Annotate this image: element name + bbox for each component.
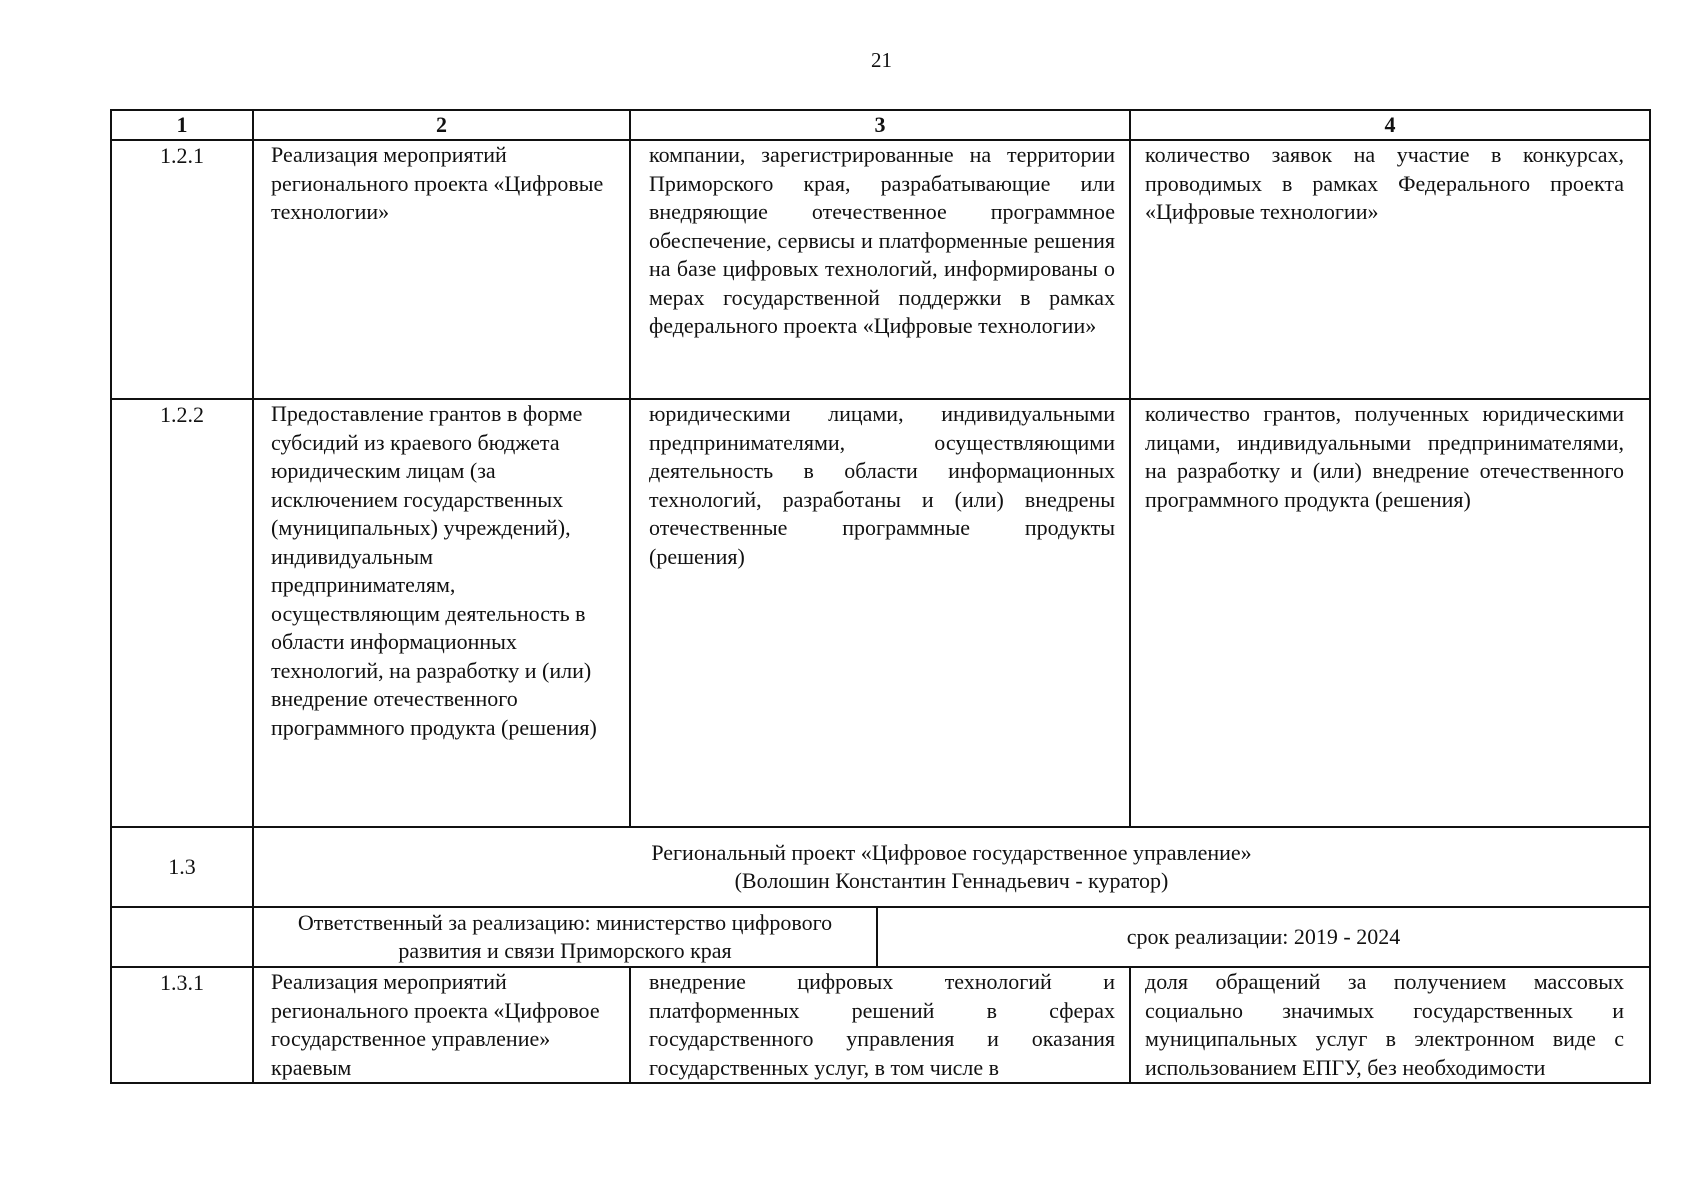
responsible-term-table: [254, 908, 1649, 966]
project-title-line1: Региональный проект «Цифровое государственное управление»: [651, 839, 1252, 865]
project-title: [253, 827, 1650, 907]
indicator-cell: доля обращений за получением массовых социально значимых государственных и муниципальных услуг в электронном виде с использованием ЕПГУ, без необходимости: [1130, 967, 1650, 1083]
responsible-row: [111, 907, 1650, 967]
row-number: 1.3.1: [111, 967, 253, 1083]
measure-cell: Предоставление грантов в форме субсидий из краевого бюджета юридическим лицам (за исключением государственных (муниципальных) учреждений), индивидуальным предпринимателям, осуществляющим деятельность в области информационных технологий, на разработку и (или) внедрение отечественного программного продукта (решения): [253, 399, 630, 827]
page-number: 21: [871, 48, 892, 72]
table-row: [111, 140, 1650, 399]
result-cell: компании, зарегистрированные на территории Приморского края, разрабатывающие или внедряющие отечественное программное обеспечение, сервисы и платформенные решения на базе цифровых технологий, информированы о мерах государственной поддержки в рамках федерального проекта «Цифровые технологии»: [630, 140, 1130, 399]
result-cell: внедрение цифровых технологий и платформенных решений в сферах государственного управления и оказания государственных услуг, в том числе в: [630, 967, 1130, 1083]
table-header-row: [111, 110, 1650, 140]
table-row: [111, 967, 1650, 1083]
header-cell-3: 3: [630, 110, 1130, 140]
table-row: [111, 399, 1650, 827]
header-cell-2: 2: [253, 110, 630, 140]
header-cell-1: 1: [111, 110, 253, 140]
project-row: [111, 827, 1650, 907]
indicator-cell: количество заявок на участие в конкурсах, проводимых в рамках Федерального проекта «Цифровые технологии»: [1130, 140, 1650, 399]
project-curator: (Волошин Константин Геннадьевич - куратор): [734, 868, 1169, 893]
project-number: 1.3: [111, 827, 253, 907]
measure-cell: Реализация мероприятий регионального проекта «Цифровые технологии»: [253, 140, 630, 399]
indicator-cell: количество грантов, полученных юридическими лицами, индивидуальными предпринимателями, на разработку и (или) внедрение отечественного программного продукта (решения): [1130, 399, 1650, 827]
term-text: срок реализации: 2019 - 2024: [1126, 923, 1401, 949]
header-cell-4: 4: [1130, 110, 1650, 140]
row-number: 1.2.2: [111, 399, 253, 827]
row-number: 1.2.1: [111, 140, 253, 399]
result-cell: юридическими лицами, индивидуальными предпринимателями, осуществляющими деятельность в области информационных технологий, разработаны и (или) внедрены отечественные программные продукты (решения): [630, 399, 1130, 827]
responsible-text: Ответственный за реализацию: министерство цифрового развития и связи Приморского края: [254, 908, 877, 966]
measures-table: [110, 109, 1651, 1084]
responsible-term-cell: [253, 907, 1650, 967]
measure-cell: Реализация мероприятий регионального проекта «Цифровое государственное управление» краевым: [253, 967, 630, 1083]
empty-cell: [111, 907, 253, 967]
